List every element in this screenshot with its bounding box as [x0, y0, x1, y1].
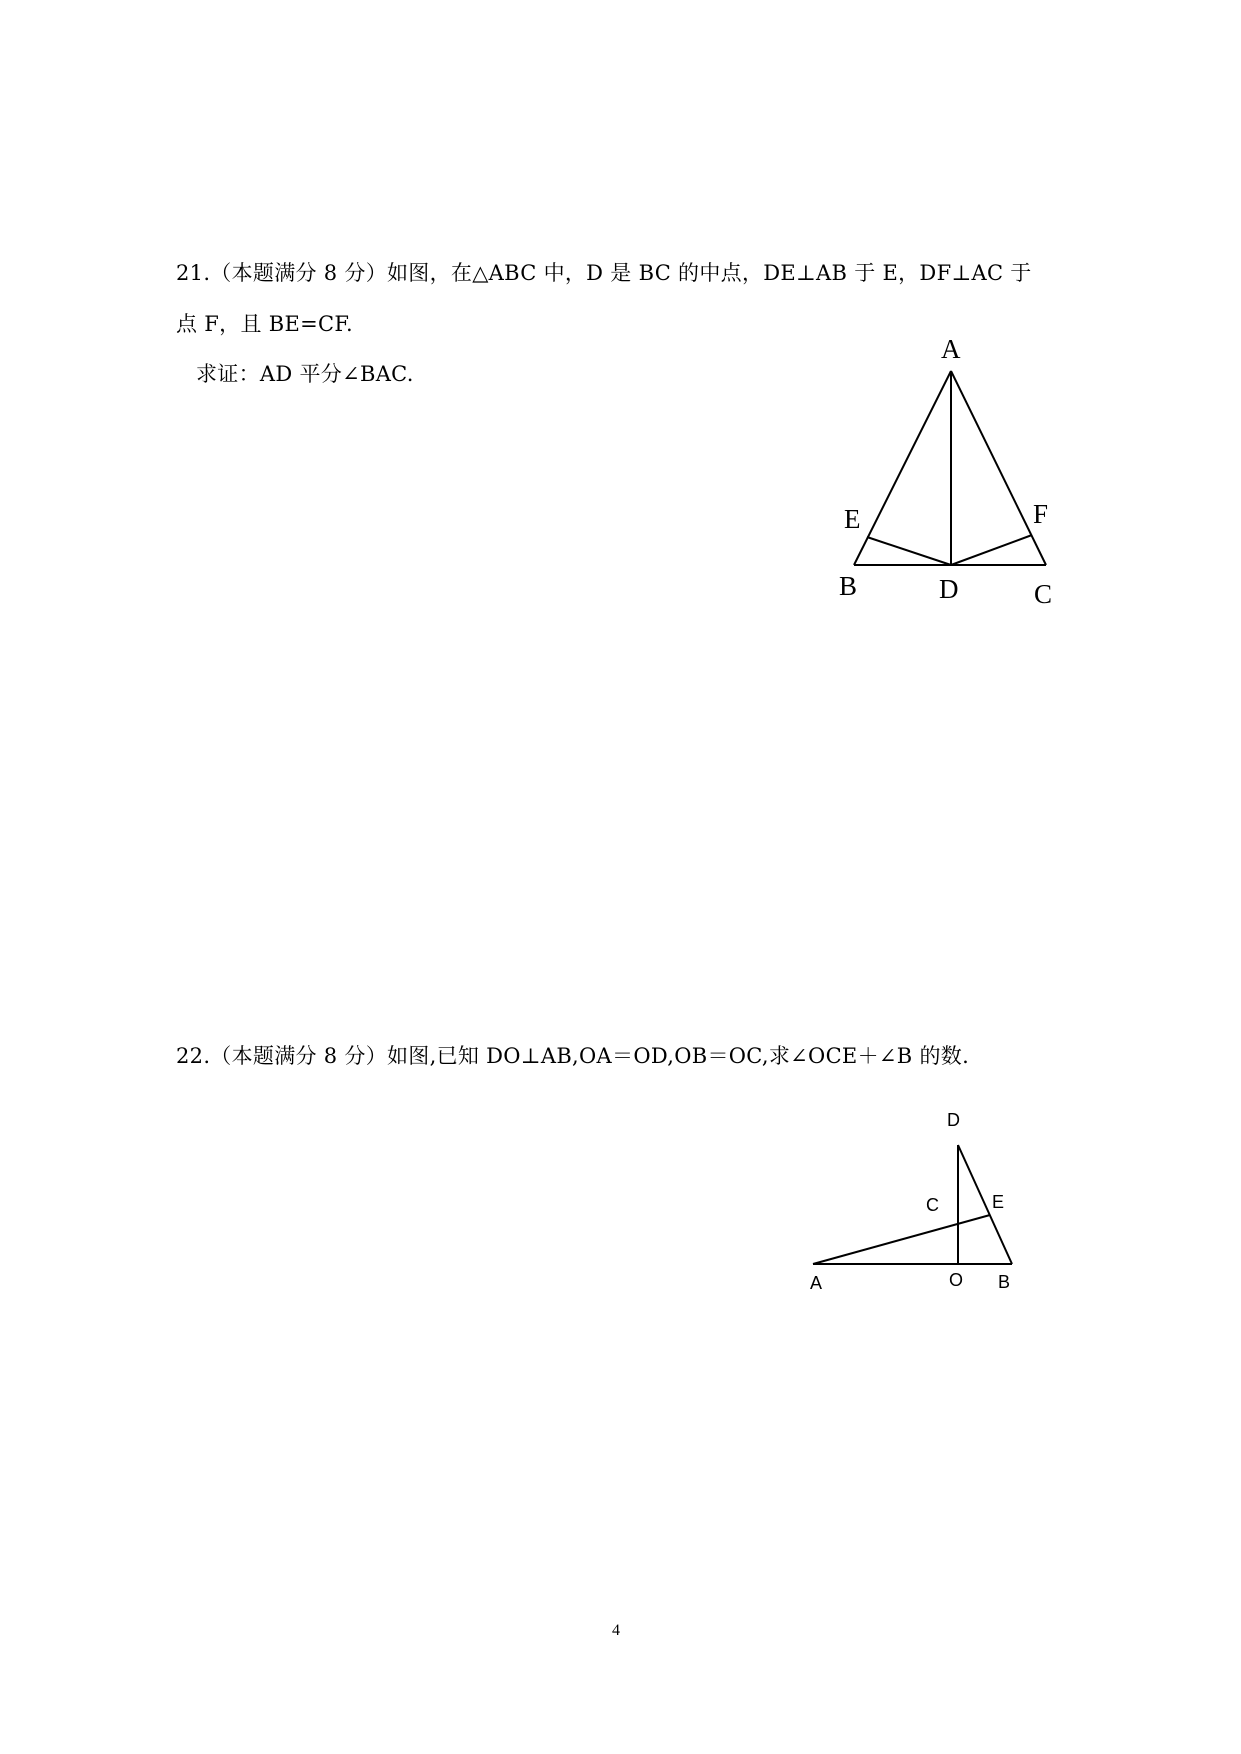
- label-d: D: [947, 1110, 960, 1130]
- question-22-line-1: 22.（本题满分 8 分）如图,已知 DO⊥AB,OA＝OD,OB＝OC,求∠OCE＋∠B 的数.: [176, 1044, 970, 1068]
- label-e: E: [844, 504, 861, 534]
- label-o: O: [949, 1270, 964, 1290]
- label-d: D: [939, 574, 959, 604]
- segment-ae: [813, 1215, 990, 1264]
- figure-22-triangle: [800, 1100, 1040, 1320]
- segment-ab: [854, 371, 951, 565]
- question-21-line-2: 点 F，且 BE=CF.: [176, 312, 353, 336]
- label-b: B: [998, 1272, 1011, 1292]
- label-f: F: [1033, 499, 1049, 529]
- label-b: B: [839, 571, 858, 601]
- question-21-line-1: 21.（本题满分 8 分）如图，在△ABC 中，D 是 BC 的中点，DE⊥AB 于 E，DF⊥AC 于: [176, 261, 1032, 285]
- label-c: C: [926, 1195, 939, 1215]
- label-c: C: [1034, 579, 1053, 609]
- page-number: 4: [612, 1622, 620, 1639]
- figure-21-triangle: [820, 330, 1080, 620]
- label-a: A: [941, 334, 961, 364]
- label-a: A: [810, 1273, 823, 1293]
- segment-de: [867, 537, 951, 565]
- label-e: E: [992, 1192, 1005, 1212]
- segment-df: [951, 535, 1032, 565]
- question-21-line-3: 求证：AD 平分∠BAC.: [196, 362, 414, 386]
